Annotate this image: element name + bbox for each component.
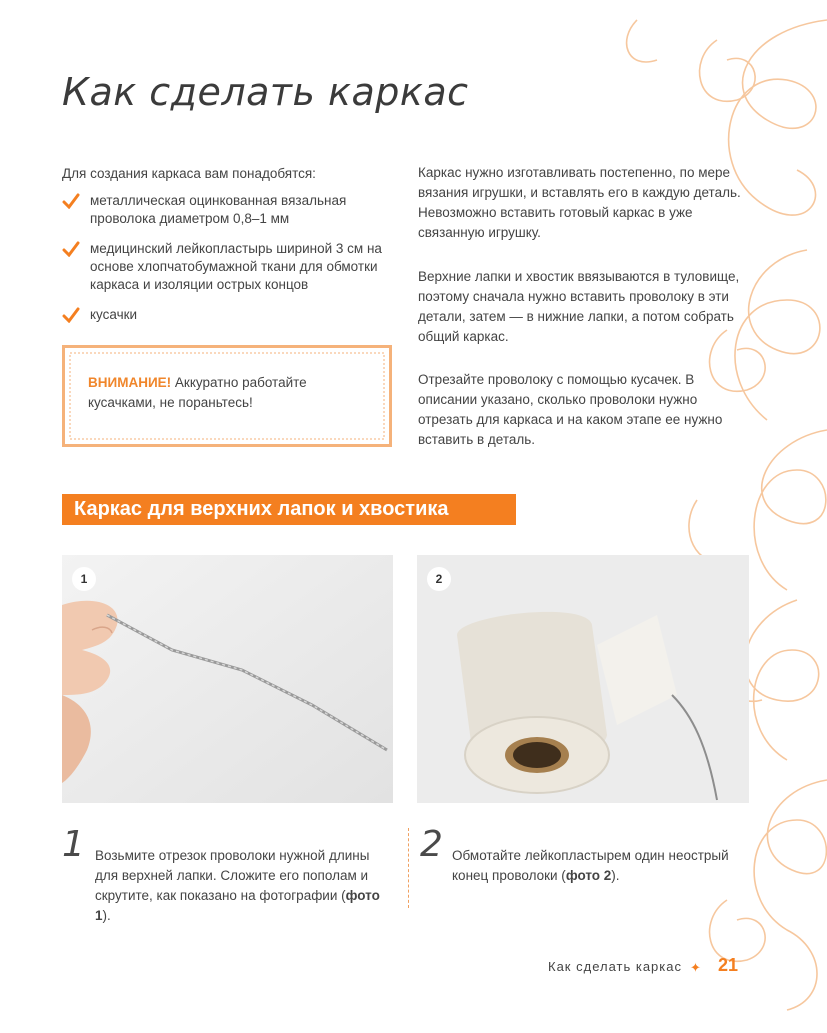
checkmark-icon xyxy=(62,241,80,257)
running-title: Как сделать каркас xyxy=(548,959,682,974)
materials-intro: Для создания каркаса вам понадобятся: xyxy=(62,166,316,181)
step-text xyxy=(95,846,395,926)
step-number: 1 xyxy=(62,824,85,865)
material-text: кусачки xyxy=(90,307,138,322)
checkmark-icon xyxy=(62,307,80,323)
list-item xyxy=(62,192,382,228)
section-heading: Каркас для верхних лапок и хвостика xyxy=(62,494,516,525)
page-number: 21 xyxy=(718,955,739,975)
step-text xyxy=(452,846,752,886)
paragraph: Каркас нужно изготавливать постепенно, по мере вязания игрушки, и вставлять его в каждую деталь. Невозможно вставить готовый каркас в уже связанную игрушку. xyxy=(418,165,741,240)
step-number: 2 xyxy=(420,824,443,865)
list-item xyxy=(62,306,382,324)
paragraph: Верхние лапки и хвостик ввязываются в туловище, поэтому сначала нужно вставить проволоку в эти детали, затем — в нижние лапки, а потом собрать общий каркас. xyxy=(418,269,740,344)
checkmark-icon xyxy=(62,193,80,209)
photo-badge: 1 xyxy=(72,567,96,591)
list-item xyxy=(62,240,382,294)
diamond-icon: ✦ xyxy=(690,960,701,975)
wire-in-hand-image xyxy=(62,555,393,803)
photo-tape xyxy=(417,555,749,803)
tape-roll-image xyxy=(417,555,749,803)
materials-list xyxy=(62,192,382,336)
step-body: Возьмите отрезок проволоки нужной длины для верхней лапки. Сложите его пополам и скрутите, как показано на фотографии ( xyxy=(95,848,370,903)
material-text: металлическая оцинкованная вязальная проволока диаметром 0,8–1 мм xyxy=(90,193,347,226)
step-end: ). xyxy=(611,868,620,883)
photo-reference: фото 1 xyxy=(95,888,380,923)
page-title: Как сделать каркас xyxy=(62,70,469,114)
warning-label: ВНИМАНИЕ! xyxy=(88,375,172,390)
material-text: медицинский лейкопластырь шириной 3 см на основе хлопчатобумажной ткани для обмотки каркаса и изоляции острых концов xyxy=(90,241,382,292)
photo-reference: фото 2 xyxy=(565,868,612,883)
step-body: Обмотайте лейкопластырем один неострый конец проволоки ( xyxy=(452,848,729,883)
paragraph: Отрезайте проволоку с помощью кусачек. В описании указано, сколько проволоки нужно отрезать для каркаса и на каком этапе ее нужно вставить в деталь. xyxy=(418,372,723,447)
photo-wire xyxy=(62,555,393,803)
dashed-divider xyxy=(408,828,409,908)
warning-text xyxy=(88,373,368,413)
step-end: ). xyxy=(102,908,111,923)
warning-body: Аккуратно работайте кусачками, не пораньтесь! xyxy=(88,375,307,410)
photo-badge: 2 xyxy=(427,567,451,591)
